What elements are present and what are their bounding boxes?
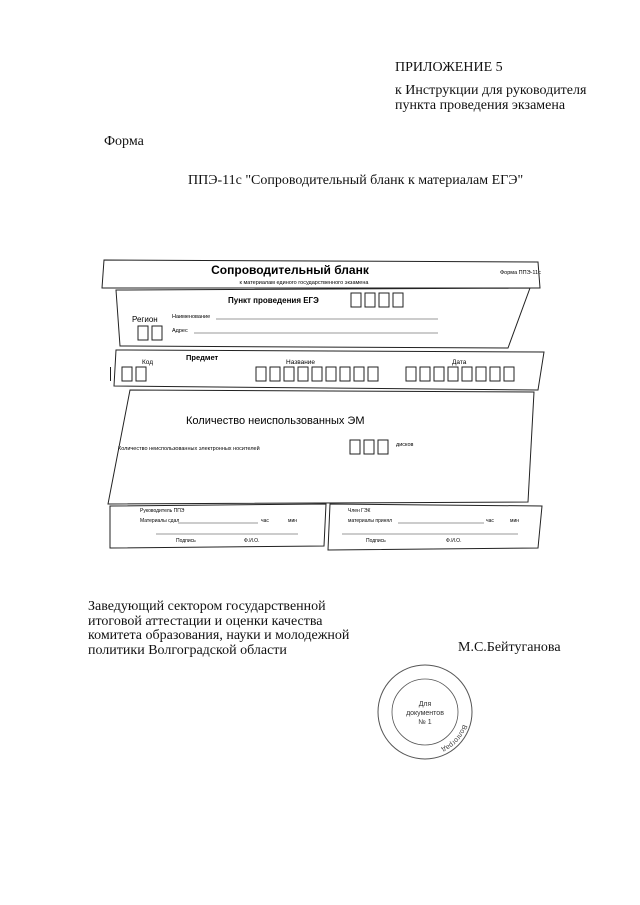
unused-media-label: Количество неиспользованных электронных носителей (118, 446, 260, 452)
left-sig-role: Руководитель ППЭ (140, 508, 185, 514)
signatory-name: М.С.Бейтуганова (458, 640, 561, 655)
code-label: Код (142, 359, 154, 366)
left-sig-line: Материалы сдал (140, 518, 180, 524)
right-sig-sign: Подпись (366, 538, 386, 544)
subject-title-label: Название (286, 359, 316, 366)
accompanying-blank-scan (98, 250, 558, 560)
unused-em-header: Количество неиспользованных ЭМ (186, 415, 365, 427)
position-line-2: итоговой аттестации и оценки качества (88, 613, 323, 629)
position-line-1: Заведующий сектором государственной (88, 599, 326, 614)
subject-name-boxes (256, 367, 378, 381)
blank-title: Сопроводительный бланк (211, 263, 369, 277)
region-boxes (138, 326, 162, 340)
ppe-header: Пункт проведения ЕГЭ (228, 296, 319, 305)
position-line-4: политики Волгоградской области (88, 642, 287, 658)
appendix-line-2: пункта проведения экзамена (395, 98, 566, 113)
ppe-code-boxes (351, 293, 403, 307)
name-label: Наименование (172, 314, 211, 320)
region-label: Регион (132, 315, 158, 324)
stamp-ring-text: Волгоград (440, 723, 468, 753)
signatory-position (88, 600, 349, 658)
left-signature-block (110, 504, 326, 548)
right-sig-hours: час (486, 518, 494, 524)
date-boxes (406, 367, 514, 381)
stamp-line-1: Для (418, 701, 432, 708)
right-sig-fio: Ф.И.О. (446, 538, 462, 544)
stamp-line-3: № 1 (418, 719, 432, 726)
right-signature-block (328, 504, 542, 550)
stamp-line-2: документов (406, 710, 444, 717)
date-label: Дата (452, 359, 467, 366)
media-count-boxes (350, 440, 388, 454)
right-sig-minutes: мин (510, 518, 519, 524)
official-stamp (375, 662, 475, 762)
blank-form-code: Форма ППЭ-11с (500, 270, 541, 276)
subject-block (110, 350, 544, 390)
form-title: ППЭ-11с "Сопроводительный бланк к материалам ЕГЭ" (188, 173, 524, 188)
blank-subtitle: к материалам единого государственного экзамена (239, 280, 369, 286)
left-sig-fio: Ф.И.О. (244, 538, 260, 544)
left-sig-hours: час (261, 518, 269, 524)
ppe-block (116, 288, 530, 348)
appendix-number: ПРИЛОЖЕНИЕ 5 (395, 60, 503, 75)
form-label: Форма (104, 134, 144, 149)
left-sig-minutes: мин (288, 518, 297, 524)
subject-label: Предмет (186, 353, 219, 362)
blank-title-band (102, 260, 541, 288)
unused-em-block (108, 390, 534, 504)
address-label: Адрес (172, 328, 188, 334)
appendix-header (395, 60, 586, 113)
right-sig-role: Член ГЭК (348, 508, 371, 514)
appendix-line-1: к Инструкции для руководителя (395, 83, 587, 98)
left-sig-sign: Подпись (176, 538, 196, 544)
disks-label: дисков (396, 442, 414, 448)
position-line-3: комитета образования, науки и молодежной (88, 628, 350, 643)
right-sig-line: материалы принял (348, 518, 393, 524)
